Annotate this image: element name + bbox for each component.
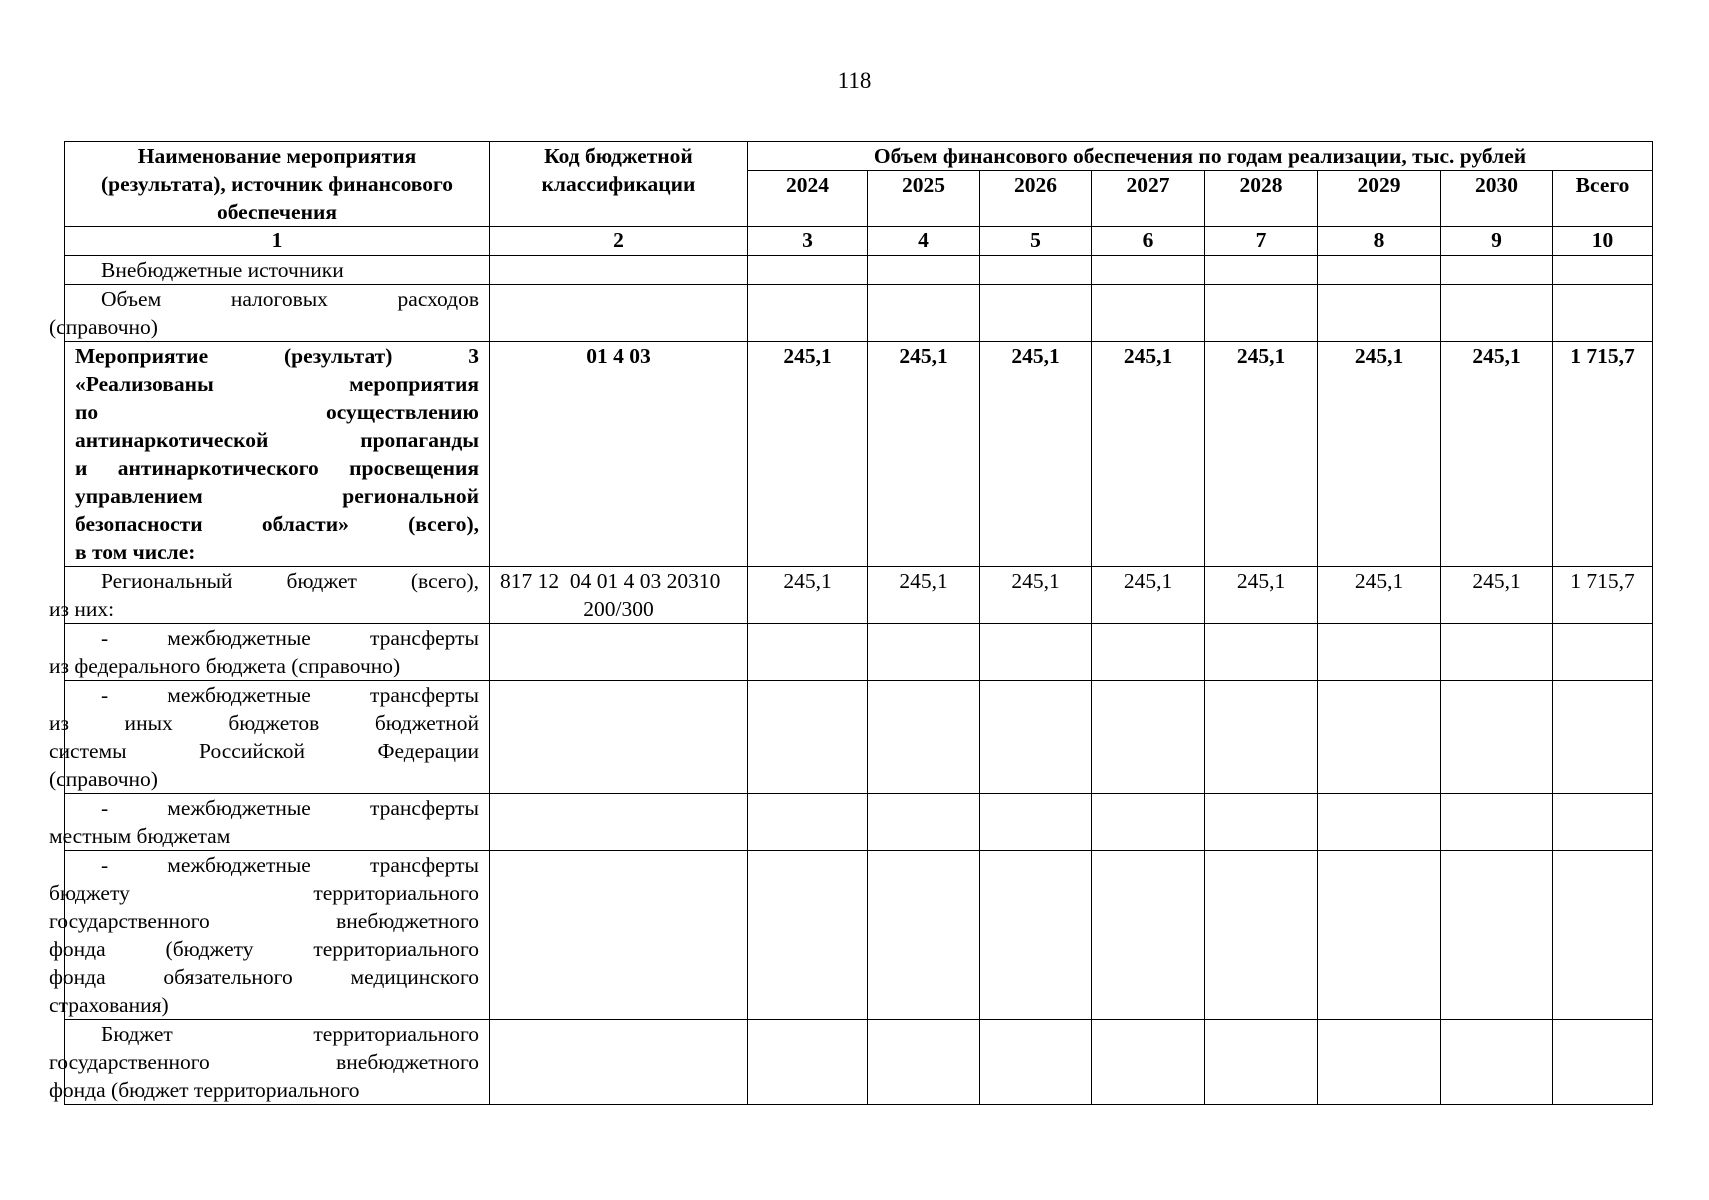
row-name-line: государственного внебюджетного	[49, 909, 479, 933]
row-name-line: (справочно)	[49, 315, 158, 339]
row-value-cell	[868, 851, 980, 1020]
row-value-cell: 245,1	[868, 342, 980, 567]
row-name-cell	[49, 285, 490, 342]
row-value-cell	[1205, 285, 1318, 342]
row-value-cell	[748, 285, 868, 342]
row-value-cell	[1318, 285, 1441, 342]
column-number: 3	[748, 227, 868, 256]
row-value-cell	[748, 256, 868, 285]
table-row	[65, 1020, 1653, 1105]
row-value-cell: 245,1	[980, 567, 1092, 624]
row-name-line: государственного внебюджетного	[49, 1050, 479, 1074]
row-name-line: фонда (бюджету территориального	[49, 937, 479, 961]
row-value-cell	[1318, 794, 1441, 851]
row-value-cell	[980, 794, 1092, 851]
row-value-cell	[1205, 681, 1318, 794]
header-year: 2029	[1318, 171, 1441, 227]
row-value-cell	[868, 681, 980, 794]
row-code-cell	[490, 567, 748, 624]
row-value-cell	[1092, 681, 1205, 794]
row-name-line: из федерального бюджета (справочно)	[49, 654, 401, 678]
column-numbers-row	[65, 227, 1653, 256]
row-value-cell	[980, 256, 1092, 285]
row-code-cell	[490, 624, 748, 681]
row-value-cell	[1205, 624, 1318, 681]
row-name-line: - межбюджетные трансферты	[101, 796, 479, 820]
row-value-cell: 245,1	[868, 567, 980, 624]
column-number: 7	[1205, 227, 1318, 256]
column-number: 2	[490, 227, 748, 256]
row-value-cell: 245,1	[748, 342, 868, 567]
row-value-cell: 245,1	[748, 567, 868, 624]
row-value-cell	[868, 1020, 980, 1105]
row-value-cell	[1318, 681, 1441, 794]
row-value-cell	[1441, 624, 1553, 681]
header-year: 2028	[1205, 171, 1318, 227]
row-name-line: Бюджет территориального	[101, 1022, 479, 1046]
row-name-line: бюджету территориального	[49, 881, 479, 905]
row-code-cell	[490, 285, 748, 342]
row-code-cell: 01 4 03	[490, 342, 748, 567]
row-value-cell	[1441, 1020, 1553, 1105]
row-value-cell	[1092, 1020, 1205, 1105]
header-year: 2025	[868, 171, 980, 227]
row-name-line: системы Российской Федерации	[49, 739, 479, 763]
row-value-cell	[868, 794, 980, 851]
row-value-cell	[980, 1020, 1092, 1105]
row-value-cell	[1318, 256, 1441, 285]
row-value-cell	[748, 681, 868, 794]
row-code-cell	[490, 1020, 748, 1105]
row-value-cell	[748, 1020, 868, 1105]
column-number: 4	[868, 227, 980, 256]
row-value-cell	[1092, 794, 1205, 851]
row-value-cell	[980, 624, 1092, 681]
row-name-line: Региональный бюджет (всего),	[101, 569, 479, 593]
row-value-cell	[1092, 256, 1205, 285]
table-row	[65, 256, 1653, 285]
row-value-cell	[1205, 851, 1318, 1020]
row-name-line: в том числе:	[75, 540, 196, 564]
row-total-cell	[1553, 851, 1653, 1020]
row-name-line: - межбюджетные трансферты	[101, 626, 479, 650]
header-year: 2027	[1092, 171, 1205, 227]
table-row	[65, 624, 1653, 681]
header-code-column: Код бюджетной классификации	[490, 142, 748, 227]
table-row	[65, 794, 1653, 851]
row-value-cell: 245,1	[1441, 342, 1553, 567]
row-code-cell	[490, 256, 748, 285]
row-name-line: управлением региональной	[75, 484, 479, 508]
row-value-cell	[1205, 256, 1318, 285]
row-value-cell	[1441, 681, 1553, 794]
row-value-cell: 245,1	[1318, 342, 1441, 567]
row-value-cell	[868, 256, 980, 285]
row-total-cell	[1553, 285, 1653, 342]
row-value-cell	[1318, 624, 1441, 681]
row-code-line: 200/300	[583, 597, 654, 621]
row-value-cell: 245,1	[1318, 567, 1441, 624]
row-name-line: Объем налоговых расходов	[101, 287, 479, 311]
row-total-cell	[1553, 681, 1653, 794]
row-value-cell	[1092, 285, 1205, 342]
row-value-cell	[1205, 794, 1318, 851]
row-value-cell: 245,1	[1205, 342, 1318, 567]
row-code-cell	[490, 851, 748, 1020]
row-name-line: - межбюджетные трансферты	[101, 853, 479, 877]
column-number: 6	[1092, 227, 1205, 256]
row-code-cell	[490, 681, 748, 794]
table-row	[65, 851, 1653, 1020]
table-row	[65, 342, 1653, 567]
row-name-cell	[49, 624, 490, 681]
row-name-line: страхования)	[49, 993, 169, 1017]
row-name-cell	[65, 256, 490, 285]
row-name-line: и антинаркотического просвещения	[75, 456, 479, 480]
row-name-line: фонда обязательного медицинского	[49, 965, 479, 989]
row-name-line: местным бюджетам	[49, 824, 231, 848]
row-name-line: - межбюджетные трансферты	[101, 683, 479, 707]
row-value-cell	[980, 851, 1092, 1020]
row-total-cell	[1553, 794, 1653, 851]
row-value-cell	[748, 794, 868, 851]
row-name-line: Мероприятие (результат) 3	[75, 344, 479, 368]
table-row	[65, 681, 1653, 794]
row-name-line: «Реализованы мероприятия	[75, 372, 479, 396]
row-value-cell	[1441, 794, 1553, 851]
row-value-cell: 245,1	[1441, 567, 1553, 624]
row-name-line: из иных бюджетов бюджетной	[49, 711, 479, 735]
row-name-cell	[49, 794, 490, 851]
row-total-cell: 1 715,7	[1553, 342, 1653, 567]
row-value-cell	[748, 624, 868, 681]
row-value-cell	[980, 285, 1092, 342]
row-name-cell	[49, 851, 490, 1020]
row-value-cell	[1441, 256, 1553, 285]
column-number: 1	[65, 227, 490, 256]
row-value-cell	[748, 851, 868, 1020]
row-total-cell	[1553, 1020, 1653, 1105]
row-name-line: безопасности области» (всего),	[75, 512, 479, 536]
row-name-line: антинаркотической пропаганды	[75, 428, 479, 452]
row-name-line: по осуществлению	[75, 400, 479, 424]
row-value-cell	[1441, 285, 1553, 342]
header-funding-group: Объем финансового обеспечения по годам реализации, тыс. рублей	[748, 142, 1653, 171]
row-name-line: Внебюджетные источники	[101, 258, 344, 282]
page-number: 118	[837, 68, 872, 93]
table-row	[65, 285, 1653, 342]
row-total-cell: 1 715,7	[1553, 567, 1653, 624]
row-value-cell	[1092, 851, 1205, 1020]
row-total-cell	[1553, 256, 1653, 285]
row-value-cell	[1092, 624, 1205, 681]
table-header-row	[65, 142, 1653, 171]
row-total-cell	[1553, 624, 1653, 681]
row-value-cell: 245,1	[1205, 567, 1318, 624]
row-name-cell	[49, 1020, 490, 1105]
header-year: 2030	[1441, 171, 1553, 227]
row-value-cell: 245,1	[980, 342, 1092, 567]
header-name-column: Наименование мероприятия (результата), источник финансового обеспечения	[65, 142, 490, 227]
header-total: Всего	[1553, 171, 1653, 227]
column-number: 10	[1553, 227, 1653, 256]
row-value-cell: 245,1	[1092, 342, 1205, 567]
row-value-cell	[980, 681, 1092, 794]
row-value-cell	[868, 285, 980, 342]
row-name-line: из них:	[49, 597, 115, 621]
row-value-cell	[1441, 851, 1553, 1020]
funding-table	[49, 141, 1653, 1105]
table-row	[65, 567, 1653, 624]
row-name-line: фонда (бюджет территориального	[49, 1078, 360, 1102]
row-value-cell	[1318, 851, 1441, 1020]
column-number: 5	[980, 227, 1092, 256]
row-name-cell	[65, 342, 490, 567]
row-code-cell	[490, 794, 748, 851]
row-name-cell	[49, 567, 490, 624]
row-code-line: 817 12 04 01 4 03 20310	[500, 569, 721, 593]
row-value-cell	[1318, 1020, 1441, 1105]
row-value-cell	[868, 624, 980, 681]
row-name-cell	[49, 681, 490, 794]
header-year: 2026	[980, 171, 1092, 227]
row-name-line: (справочно)	[49, 767, 158, 791]
header-year: 2024	[748, 171, 868, 227]
row-value-cell	[1205, 1020, 1318, 1105]
row-value-cell: 245,1	[1092, 567, 1205, 624]
column-number: 8	[1318, 227, 1441, 256]
column-number: 9	[1441, 227, 1553, 256]
